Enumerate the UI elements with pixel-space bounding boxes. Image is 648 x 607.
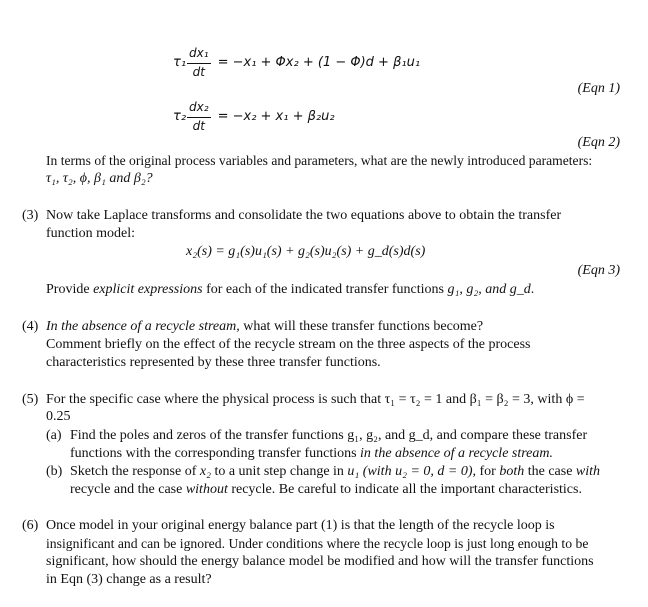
q6-line1: Once model in your original energy balance part (1) is that the length of the recycle loop is	[46, 518, 555, 533]
q3-provide-prefix: Provide	[46, 282, 94, 297]
q5b-line2-without: without	[185, 482, 228, 497]
q5a-line1: Find the poles and zeros of the transfer functions g₁, g₂, and g_d, and compare these transfer	[70, 428, 588, 443]
eq2-denominator: dt	[192, 118, 205, 133]
q5a-line2-italic: in the absence of a recycle stream.	[360, 446, 553, 461]
eq2-tau: τ₂	[173, 108, 187, 124]
q5b-line2-pre: recycle and the case	[70, 482, 186, 497]
q5b-line1-mid: to a unit step change in	[210, 464, 348, 479]
intro-question-line1: In terms of the original process variables and parameters, what are the newly introduced parameters:	[46, 153, 593, 168]
q5b-line2	[70, 481, 582, 499]
eqn-3-label: (Eqn 3)	[577, 263, 620, 278]
q5a-line2-plain: functions with the corresponding transfer functions	[70, 446, 361, 461]
q4-line1	[46, 318, 483, 336]
q3-number: (3)	[22, 208, 39, 223]
eq1-numerator: dx₁	[187, 46, 211, 64]
q4-number: (4)	[22, 319, 39, 334]
q5b-line1-both: both	[499, 464, 525, 479]
q5b-line1-with: with	[575, 464, 601, 479]
q5b-line1-case: the case	[524, 464, 576, 479]
q5b-label: (b)	[46, 464, 63, 479]
q5b-line1-paren: (with u₂ = 0, d = 0),	[359, 464, 476, 479]
q6-line3: significant, how should the energy balance model be modified and how will the transfer functions	[46, 554, 594, 569]
q5b-line1-for: for	[476, 464, 500, 479]
q4-line2: Comment briefly on the effect of the recycle stream on the three aspects of the process	[46, 337, 531, 352]
q3-provide-end: .	[530, 282, 535, 297]
eqn-1-label: (Eqn 1)	[577, 81, 620, 96]
equation-2	[173, 100, 335, 134]
q3-equation: x₂(s) = g₁(s)u₁(s) + g₂(s)u₂(s) + g_d(s)d(s)	[186, 244, 426, 259]
equation-1	[173, 46, 420, 80]
eq1-rhs: = −x₁ + Φx₂ + (1 − Φ)d + β₁u₁	[217, 54, 421, 70]
q5-line2: 0.25	[46, 409, 71, 424]
q3-provide-line	[46, 281, 534, 299]
q3-provide-italic: explicit expressions	[93, 282, 203, 297]
q5b-line1-x2: x₂	[199, 464, 211, 479]
q5-number: (5)	[22, 392, 39, 407]
eq2-numerator: dx₂	[187, 100, 211, 118]
intro-question-line2: τ₁, τ₂, ϕ, β₁ and β₂?	[46, 171, 153, 186]
q5b-line1	[70, 463, 600, 481]
q4-line1-rest: what will these transfer functions become?	[239, 319, 484, 334]
q4-line1-italic: In the absence of a recycle stream,	[46, 319, 240, 334]
eq1-fraction	[187, 46, 211, 80]
q5b-line1-pre: Sketch the response of	[70, 464, 200, 479]
q3-line2: function model:	[46, 226, 136, 241]
q5b-line2-post: recycle. Be careful to indicate all the important characteristics.	[227, 482, 582, 497]
q5b-line1-u1: u₁	[347, 464, 360, 479]
eqn-2-label: (Eqn 2)	[577, 135, 620, 150]
eq1-denominator: dt	[192, 64, 205, 79]
q5a-label: (a)	[46, 428, 62, 443]
q5-line1: For the specific case where the physical process is such that τ₁ = τ₂ = 1 and β₁ = β₂ = 3, with ϕ =	[46, 392, 585, 407]
q5a-line2	[70, 445, 553, 463]
eq1-tau: τ₁	[173, 54, 187, 70]
q6-line4: in Eqn (3) change as a result?	[46, 572, 212, 587]
q6-number: (6)	[22, 518, 39, 533]
q6-line2: insignificant and can be ignored. Under conditions where the recycle loop is just long enough to be	[46, 536, 589, 551]
eq2-fraction	[187, 100, 211, 134]
q4-line3: characteristics represented by these three transfer functions.	[46, 355, 381, 370]
q3-provide-suffix: for each of the indicated transfer functions	[202, 282, 448, 297]
q3-line1: Now take Laplace transforms and consolidate the two equations above to obtain the transfer	[46, 208, 562, 223]
eq2-rhs: = −x₂ + x₁ + β₂u₂	[217, 108, 335, 124]
q3-provide-funcs: g₁, g₂, and g_d	[447, 282, 531, 297]
